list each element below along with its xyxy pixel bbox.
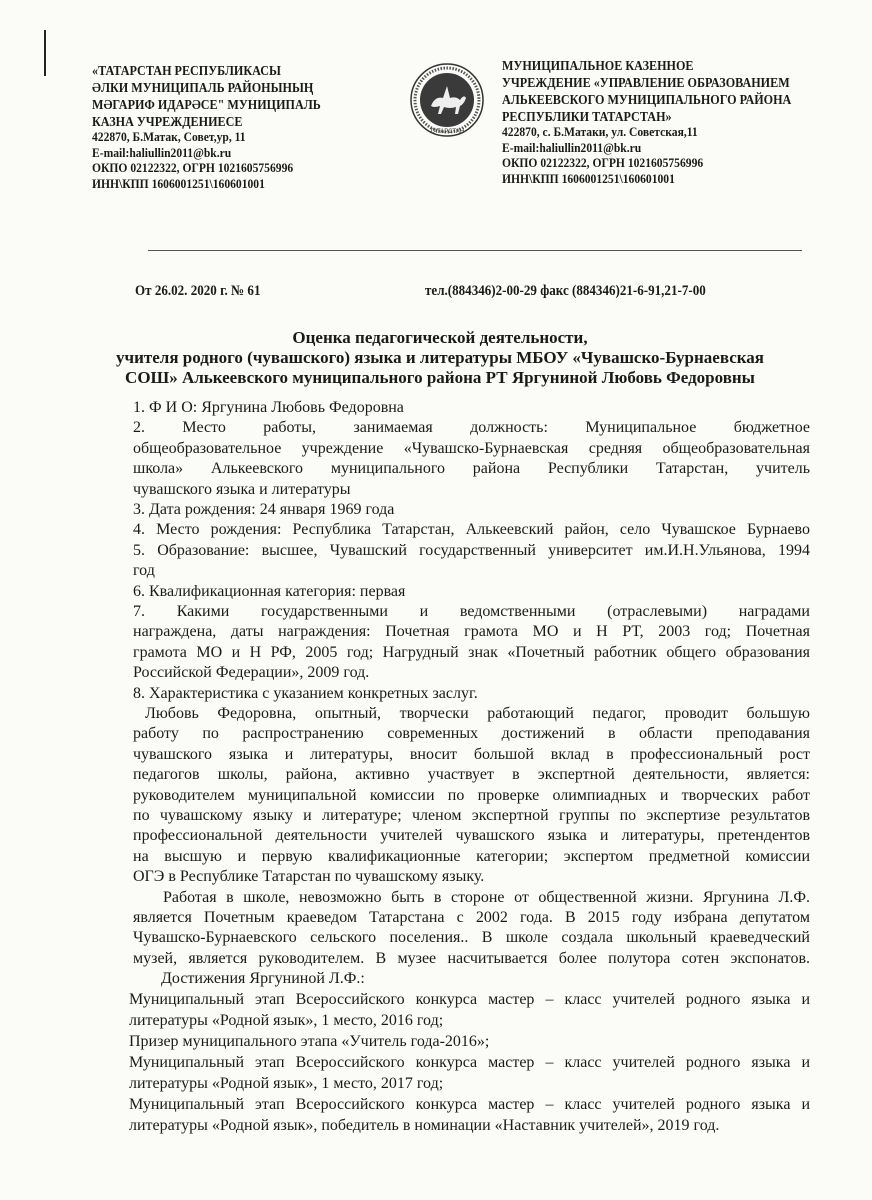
hdr-left-line: МӘГАРИФ ИДАРӘСЕ" МУНИЦИПАЛЬ xyxy=(92,97,321,112)
emblem-text: ТАТАРСТАН xyxy=(429,129,465,135)
hdr-right-line: 422870, с. Б.Матаки, ул. Советская,11 xyxy=(502,125,698,139)
hdr-right-line: УЧРЕЖДЕНИЕ «УПРАВЛЕНИЕ ОБРАЗОВАНИЕМ xyxy=(502,75,790,90)
title-line: СОШ» Алькеевского муниципального района РТ Яргуниной Любовь Федоровны xyxy=(125,368,755,387)
body-line: является Почетным краеведом Татарстана с 2002 года. В 2015 году избрана депутатом xyxy=(133,909,810,926)
body-line: Любовь Федоровна, опытный, творчески работающий педагог, проводит большую xyxy=(145,705,810,722)
body-line: литературы «Родной язык», 1 место, 2017 год; xyxy=(129,1075,444,1093)
hdr-right-line: РЕСПУБЛИКИ ТАТАРСТАН» xyxy=(502,109,672,124)
hdr-right-line: МУНИЦИПАЛЬНОЕ КАЗЕННОЕ xyxy=(502,58,694,73)
document-title xyxy=(100,328,780,388)
title-line: учителя родного (чувашского) языка и литературы МБОУ «Чувашско-Бурнаевская xyxy=(116,348,764,367)
body-line: Призер муниципального этапа «Учитель года-2016»; xyxy=(129,1033,490,1051)
body-line: общеобразовательное учреждение «Чувашско-Бурнаевская средняя общеобразовательная xyxy=(133,439,810,457)
body-line: Чувашско-Бурнаевского сельского поселения.. В школе создала школьный краеведческий xyxy=(133,929,810,947)
body-line: 3. Дата рождения: 24 января 1969 года xyxy=(133,501,395,518)
header-left-tatar xyxy=(92,62,321,192)
hdr-right-line: E-mail:haliullin2011@bk.ru xyxy=(502,140,642,155)
body-line: литературы «Родной язык», победитель в номинации «Наставник учителей», 2019 год. xyxy=(129,1117,720,1135)
title-line: Оценка педагогической деятельности, xyxy=(292,328,588,347)
body-line: 6. Квалификационная категория: первая xyxy=(133,582,406,600)
hdr-left-line: 422870, Б.Матак, Совет,ур, 11 xyxy=(92,130,246,144)
hdr-left-line: ӘЛКИ МУНИЦИПАЛЬ РАЙОНЫНЫҢ xyxy=(92,80,314,95)
body-line: 8. Характеристика с указанием конкретных заслуг. xyxy=(133,684,478,702)
hdr-left-line: КАЗНА УЧРЕЖДЕНИЕСЕ xyxy=(92,114,243,129)
scan-artifact xyxy=(44,30,46,76)
hdr-left-line: ИНН\КПП 1606001251\160601001 xyxy=(92,176,265,191)
hdr-left-line: E-mail:haliullin2011@bk.ru xyxy=(92,145,232,160)
hdr-left-line: «ТАТАРСТАН РЕСПУБЛИКАСЫ xyxy=(92,63,281,78)
body-line: профессиональной деятельности учителей чувашского языка и литературы, претендентов xyxy=(133,827,810,845)
body-line: ОГЭ в Республике Татарстан по чувашскому языку. xyxy=(133,868,485,886)
contact-phones: тел.(884346)2-00-29 факс (884346)21-6-91,21-7-00 xyxy=(425,283,706,299)
body-line: Достижения Яргуниной Л.Ф.: xyxy=(161,970,365,988)
body-line: 2. Место работы, занимаемая должность: Муниципальное бюджетное xyxy=(133,419,810,437)
body-line: руководителем муниципальной комиссии по проверке олимпиадных и творческих работ xyxy=(133,786,810,804)
body-line: по чувашскому языку и литературе; членом экспертной группы по экспертизе результатов xyxy=(133,807,810,824)
body-line: Муниципальный этап Всероссийского конкурса мастер – класс учителей родного языка и xyxy=(129,1054,810,1072)
body-line: литературы «Родной язык», 1 место, 2016 год; xyxy=(129,1012,444,1030)
body-line: Работая в школе, невозможно быть в стороне от общественной жизни. Яргунина Л.Ф. xyxy=(163,888,810,906)
header-divider xyxy=(148,250,802,251)
body-line: 5. Образование: высшее, Чувашский государственный университет им.И.Н.Ульянова, 1994 xyxy=(133,541,810,559)
body-line: Муниципальный этап Всероссийского конкурса мастер – класс учителей родного языка и xyxy=(129,991,810,1009)
body-line: Муниципальный этап Всероссийского конкурса мастер – класс учителей родного языка и xyxy=(129,1096,810,1114)
body-line: на высшую и первую квалификационные категории; экспертом предметной комиссии xyxy=(133,847,810,865)
body-line: чувашского языка и литературы, вносит большой вклад в профессиональный рост xyxy=(133,745,810,763)
body-line: 4. Место рождения: Республика Татарстан, Алькеевский район, село Чувашское Бурнаево xyxy=(133,521,810,539)
header-right-russian xyxy=(502,57,791,187)
body-line: награждена, даты награждения: Почетная грамота МО и Н РТ, 2003 год; Почетная xyxy=(133,623,810,641)
hdr-right-line: ОКПО 02122322, ОГРН 1021605756996 xyxy=(502,156,704,170)
body-line: грамота МО и Н РФ, 2005 год; Нагрудный знак «Почетный работник общего образования xyxy=(133,643,810,661)
hdr-left-line: ОКПО 02122322, ОГРН 1021605756996 xyxy=(92,161,294,175)
body-line: педагогов школы, района, активно участвует в экспертной деятельности, является: xyxy=(133,766,810,784)
hdr-right-line: АЛЬКЕЕВСКОГО МУНИЦИПАЛЬНОГО РАЙОНА xyxy=(502,92,792,107)
body-line: 7. Какими государственными и ведомственными (отраслевыми) наградами xyxy=(133,603,810,620)
body-line: чувашского языка и литературы xyxy=(133,480,351,498)
body-line: работу по распространению современных достижений в области преподавания xyxy=(133,725,810,743)
tatarstan-emblem-icon xyxy=(409,62,485,138)
document-date-number: От 26.02. 2020 г. № 61 xyxy=(135,283,261,299)
body-line: школа» Алькеевского муниципального района Республики Татарстан, учитель xyxy=(133,460,810,478)
hdr-right-line: ИНН\КПП 1606001251\160601001 xyxy=(502,171,675,186)
body-line: музей, является руководителем. В музее насчитывается более полутора сотен экспонатов. xyxy=(133,949,810,967)
body-line: 1. Ф И О: Яргунина Любовь Федоровна xyxy=(133,399,404,416)
body-line: Российской Федерации», 2009 год. xyxy=(133,664,370,682)
body-line: год xyxy=(133,562,155,580)
